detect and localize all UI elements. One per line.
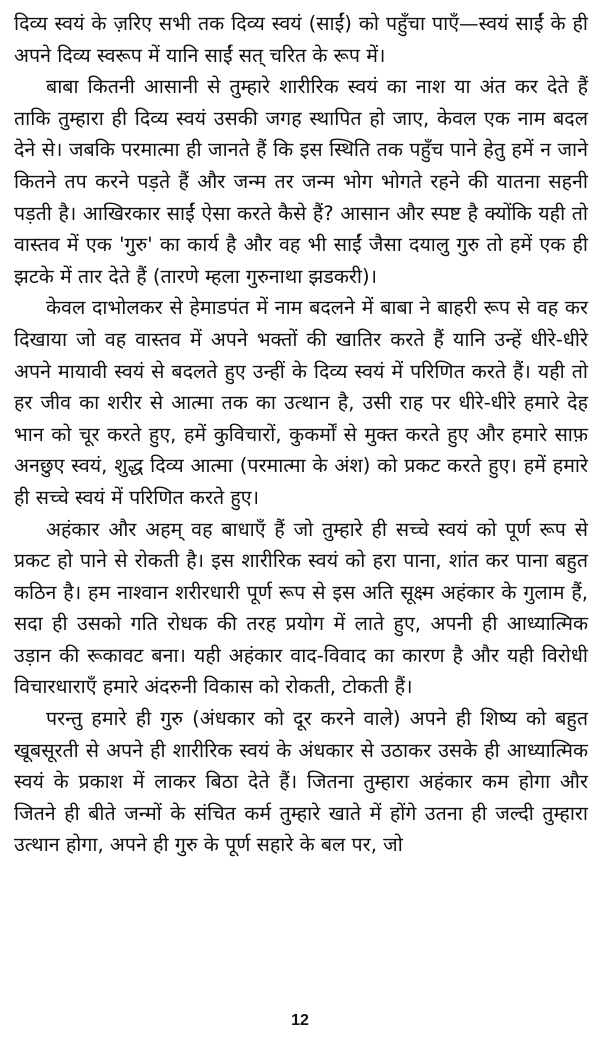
paragraph: अहंकार और अहम् वह बाधाएँ हैं जो तुम्हारे ही सच्चे स्वयं को पूर्ण रूप से प्रकट हो पाने से रोकती है। इस शारीरिक स्वयं को हरा पाना, शांत कर पाना बहुत कठिन है। हम नाश्वान शरीरधारी पूर्ण रूप से इस अति सूक्ष्म अहंकार के गुलाम हैं, सदा ही उसको गति रोधक की तरह प्रयोग में लाते हुए, अपनी ही आध्यात्मिक उड़ान की रूकावट बना। यही अहंकार वाद-विवाद का कारण है और यही विरोधी विचारधाराएँ हमारे अंदरुनी विकास को रोकती, टोकती हैं। — [14, 517, 588, 699]
paragraph: बाबा कितनी आसानी से तुम्हारे शारीरिक स्वयं का नाश या अंत कर देते हैं ताकि तुम्हारा ही दिव्य स्वयं उसकी जगह स्थापित हो जाए, केवल एक नाम बदल देने से। जबकि परमात्मा ही जानते हैं कि इस स्थिति तक पहुँच पाने हेतु हमें न जाने कितने तप करने पड़ते हैं और जन्म तर जन्म भोग भोगते रहने की यातना सहनी पड़ती है। आखिरकार साईं ऐसा करते कैसे हैं? आसान और स्पष्ट है क्योंकि यही तो वास्तव में एक 'गुरु' का कार्य है और वह भी साईं जैसा दयालु गुरु तो हमें एक ही झटके में तार देते हैं (तारणे म्हला गुरुनाथा झडकरी)। — [14, 75, 588, 288]
paragraph-continuation: दिव्य स्वयं के ज़रिए सभी तक दिव्य स्वयं (साईं) को पहुँचा पाएँ—स्वयं साईं के ही अपने दिव्य स्वरूप में यानि साईं सत् चरित के रूप में। — [14, 12, 588, 67]
page-number: 12 — [291, 1012, 309, 1029]
paragraph: केवल दाभोलकर से हेमाडपंत में नाम बदलने में बाबा ने बाहरी रूप से वह कर दिखाया जो वह वास्तव में अपने भक्तों की खातिर करते हैं यानि उन्हें धीरे-धीरे अपने मायावी स्वयं से बदलते हुए उन्हीं के दिव्य स्वयं में परिणित करते हैं। यही तो हर जीव का शरीर से आत्मा तक का उत्थान है, उसी राह पर धीरे-धीरे हमारे देह भान को चूर करते हुए, हमें कुविचारों, कुकर्मों से मुक्त करते हुए और हमारे साफ़ अनछुए स्वयं, शुद्ध दिव्य आत्मा (परमात्मा के अंश) को प्रकट करते हुए। हमें हमारे ही सच्चे स्वयं में परिणित करते हुए। — [14, 296, 588, 509]
page-body — [14, 8, 588, 861]
paragraph: परन्तु हमारे ही गुरु (अंधकार को दूर करने वाले) अपने ही शिष्य को बहुत खूबसूरती से अपने ही शारीरिक स्वयं के अंधकार से उठाकर उसके ही आध्यात्मिक स्वयं के प्रकाश में लाकर बिठा देते हैं। जितना तुम्हारा अहंकार कम होगा और जितने ही बीते जन्मों के संचित कर्म तुम्हारे खाते में होंगे उतना ही जल्दी तुम्हारा उत्थान होगा, अपने ही गुरु के पूर्ण सहारे के बल पर, जो — [14, 707, 588, 857]
